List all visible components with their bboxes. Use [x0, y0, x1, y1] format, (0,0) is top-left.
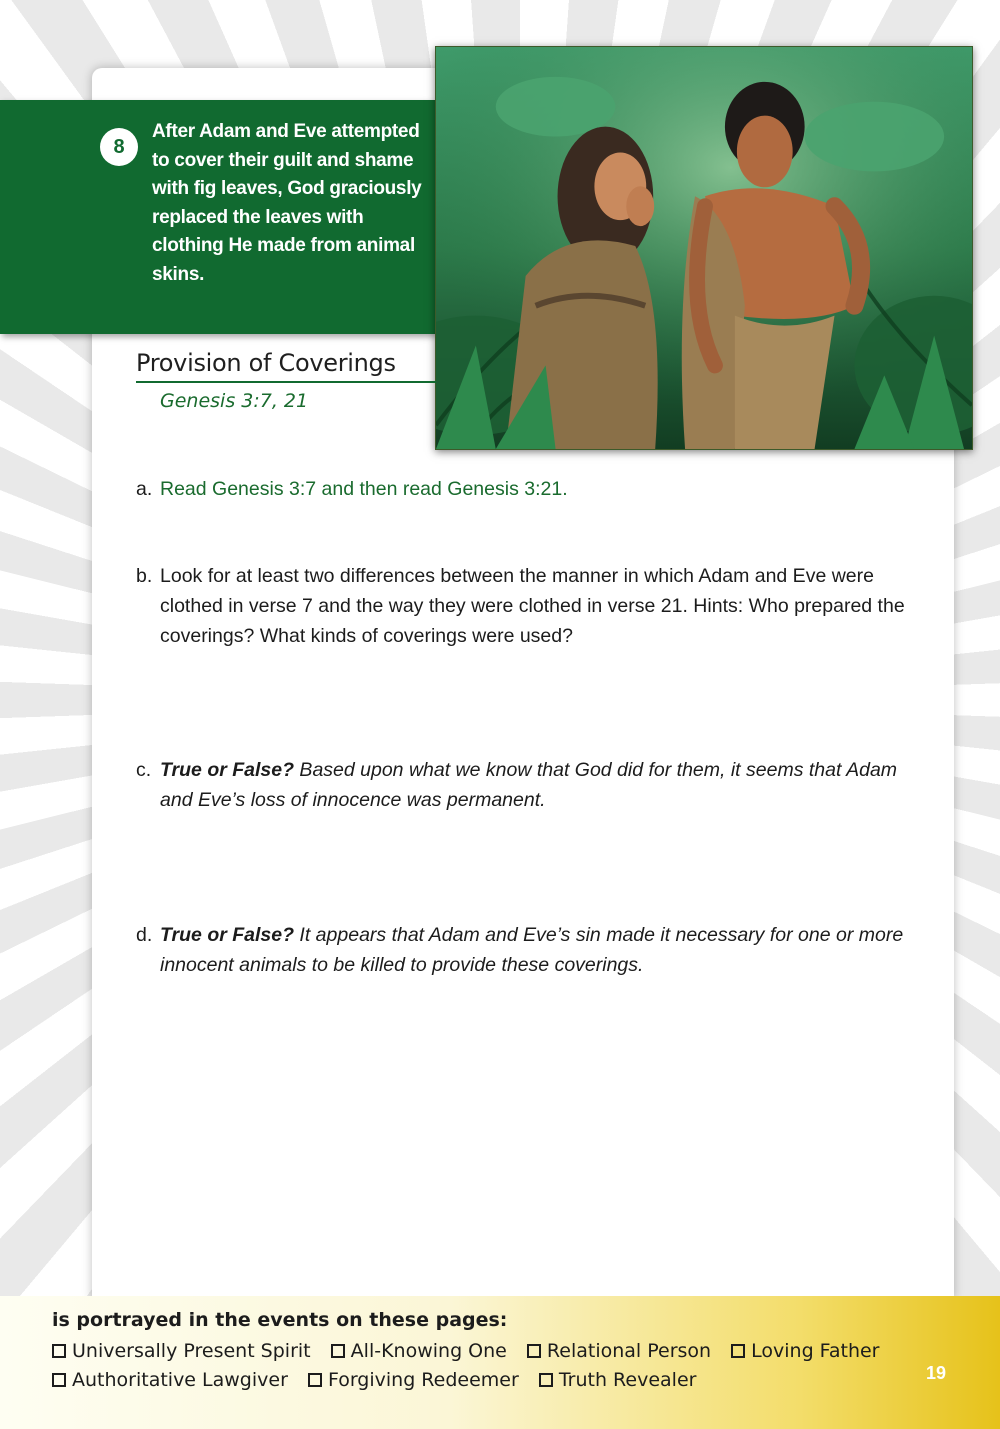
adam-eve-illustration	[435, 46, 973, 450]
attribute-option[interactable]: Forgiving Redeemer	[308, 1369, 519, 1391]
empty-checkbox-icon[interactable]	[527, 1344, 541, 1358]
question-text: It appears that Adam and Eve’s sin made it necessary for one or more innocent animals to be killed to provide these coverings.	[160, 924, 904, 976]
attribute-option[interactable]: Universally Present Spirit	[52, 1340, 311, 1362]
empty-checkbox-icon[interactable]	[731, 1344, 745, 1358]
question-letter: d.	[136, 924, 153, 946]
question-d	[136, 920, 926, 980]
true-false-label: True or False?	[160, 924, 295, 946]
question-letter: c.	[136, 759, 152, 781]
empty-checkbox-icon[interactable]	[331, 1344, 345, 1358]
question-b	[136, 561, 926, 651]
step-number-badge: 8	[100, 128, 138, 166]
title-underline	[136, 381, 436, 383]
empty-checkbox-icon[interactable]	[52, 1373, 66, 1387]
question-text: Read Genesis 3:7 and then read Genesis 3:21.	[160, 478, 568, 500]
attribute-row-1	[52, 1340, 894, 1362]
section-title: Provision of Coverings	[136, 349, 396, 377]
footer-heading: is portrayed in the events on these pages:	[52, 1309, 508, 1331]
question-text: Look for at least two differences between the manner in which Adam and Eve were clothed in verse 7 and the way they were clothed in verse 21. Hints: Who prepared the coverings? What kinds of coverings were used?	[160, 565, 905, 647]
true-false-label: True or False?	[160, 759, 295, 781]
attribute-option[interactable]: Relational Person	[527, 1340, 711, 1362]
attribute-option[interactable]: Authoritative Lawgiver	[52, 1369, 288, 1391]
question-c	[136, 755, 926, 815]
question-text: Based upon what we know that God did for them, it seems that Adam and Eve’s loss of innocence was permanent.	[160, 759, 898, 811]
attribute-option[interactable]: Loving Father	[731, 1340, 879, 1362]
scripture-reference: Genesis 3:7, 21	[160, 390, 309, 412]
question-letter: a.	[136, 478, 153, 500]
question-a	[136, 474, 926, 504]
attribute-row-2	[52, 1369, 710, 1391]
empty-checkbox-icon[interactable]	[308, 1373, 322, 1387]
attribute-option[interactable]: Truth Revealer	[539, 1369, 697, 1391]
attribute-option[interactable]: All-Knowing One	[331, 1340, 507, 1362]
empty-checkbox-icon[interactable]	[539, 1373, 553, 1387]
narrative-text: After Adam and Eve attempted to cover their guilt and shame with fig leaves, God graciously replaced the leaves with clothing He made from animal skins.	[152, 121, 422, 285]
empty-checkbox-icon[interactable]	[52, 1344, 66, 1358]
question-letter: b.	[136, 565, 153, 587]
page-number: 19	[926, 1363, 947, 1383]
